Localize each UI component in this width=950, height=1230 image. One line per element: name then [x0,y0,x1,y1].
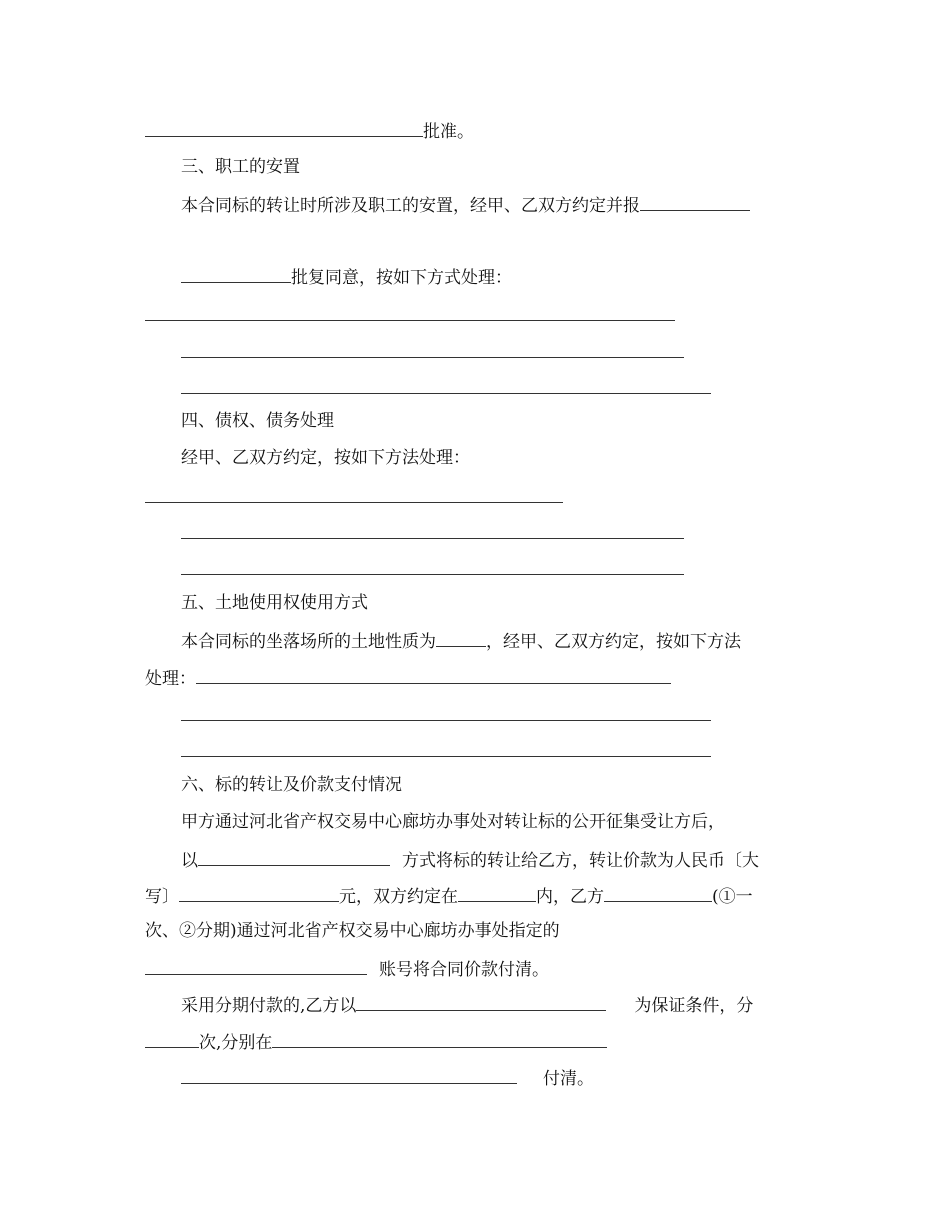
blank-field [181,266,291,283]
section-heading: 三、职工的安置 [181,157,300,177]
paragraph-line: 次,分别在 [145,1031,607,1053]
paragraph-line: 甲方通过河北省产权交易中心廊坊办事处对转让标的公开征集受让方后， [181,812,725,832]
paragraph-line: 处理： [145,667,671,689]
paragraph-line: 经甲、乙双方约定，按如下方法处理： [181,448,470,468]
paragraph-line: 采用分期付款的,乙方以 为保证条件，分 [181,996,754,1016]
section-heading: 六、标的转让及价款支付情况 [181,775,402,795]
blank-field [436,630,486,647]
blank-line [145,320,675,321]
section-heading: 五、土地使用权使用方式 [181,593,368,613]
blank-line [181,574,684,575]
blank-field [272,1031,607,1048]
text-line: 批准。 [145,120,474,142]
blank-field [356,994,606,1011]
blank-field [145,958,367,975]
paragraph-line: 批复同意，按如下方式处理： [181,266,512,288]
blank-line [181,756,711,757]
blank-line [181,357,684,358]
blank-field [196,667,671,684]
paragraph-line: 付清。 [181,1067,594,1089]
blank-field [640,194,750,211]
paragraph-line: 账号将合同价款付清。 [145,958,549,980]
blank-field [145,120,423,137]
blank-field [145,1031,199,1048]
blank-line [181,538,684,539]
paragraph-line: 次、②分期)通过河北省产权交易中心廊坊办事处指定的 [145,921,560,941]
paragraph-line: 以 方式将标的转让给乙方，转让价款为人民币〔大 [181,851,759,871]
blank-field [179,885,339,902]
paragraph-line: 写〕 元，双方约定在 内，乙方 (①一 [145,887,753,907]
blank-field [181,1067,517,1084]
paragraph-line: 本合同标的转让时所涉及职工的安置，经甲、乙双方约定并报 [181,194,750,216]
blank-line [145,502,563,503]
section-heading: 四、债权、债务处理 [181,411,334,431]
blank-line [181,393,711,394]
blank-line [181,720,711,721]
blank-field [604,885,712,902]
blank-field [198,849,390,866]
blank-field [458,885,536,902]
paragraph-line: 本合同标的坐落场所的土地性质为 ，经甲、乙双方约定，按如下方法 [181,632,741,652]
